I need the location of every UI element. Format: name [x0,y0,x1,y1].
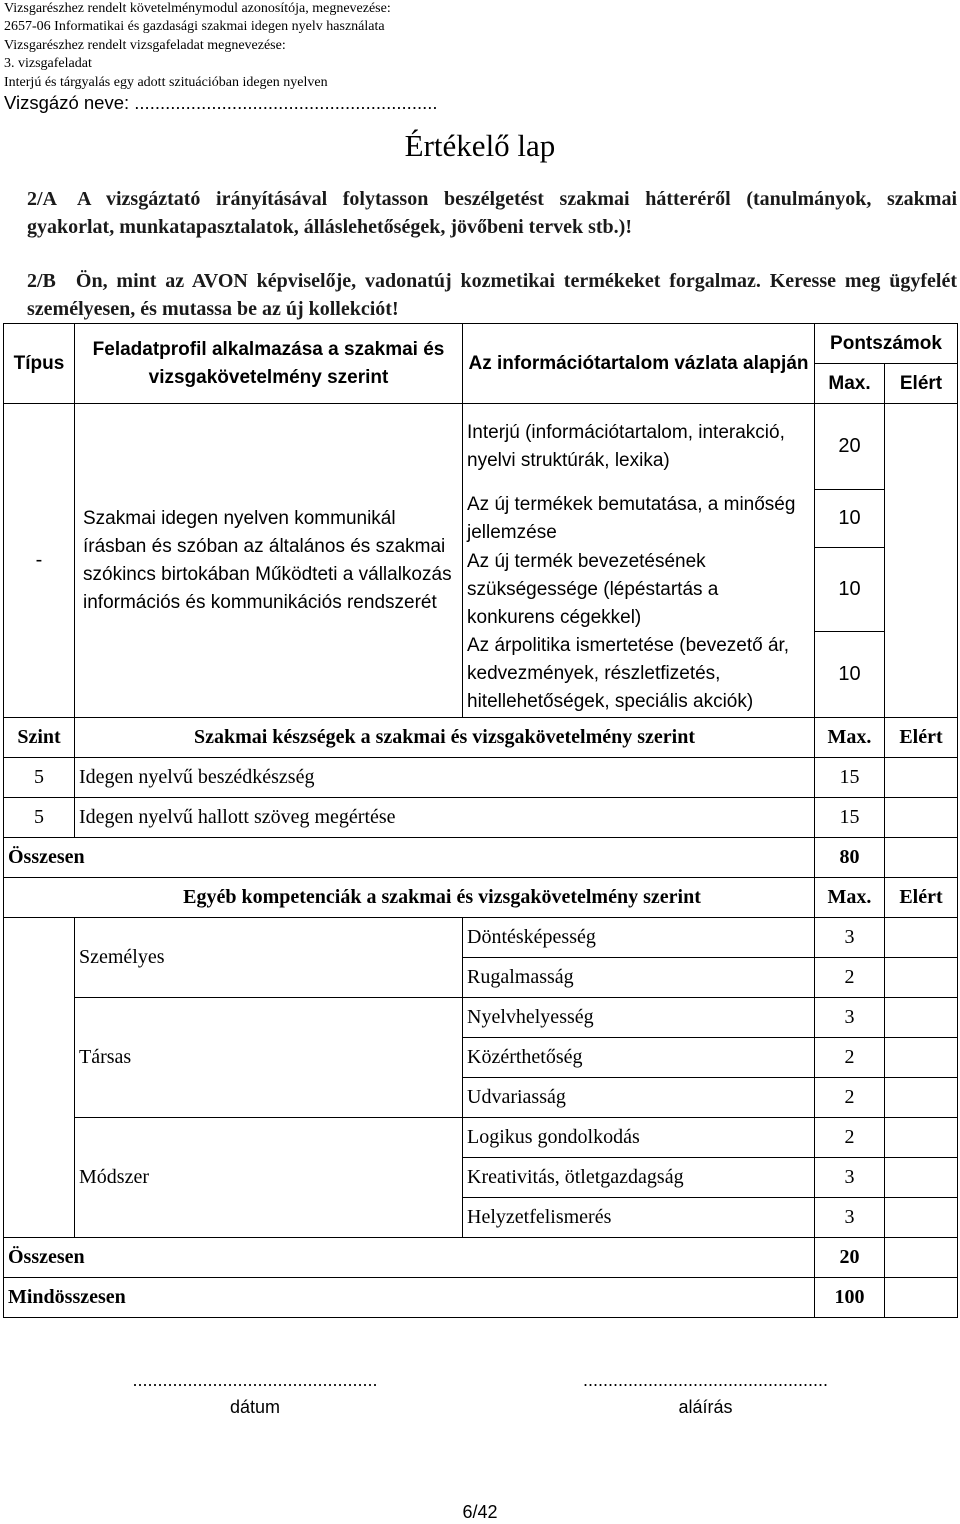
header-type: Típus [4,324,75,404]
other-max-header: Max. [815,878,885,918]
competency-name: Nyelvhelyesség [463,998,815,1038]
header-info: Az információtartalom vázlata alapján [463,324,815,404]
signature-line: ................................................. [582,1370,829,1390]
other-achieved-header: Elért [885,878,958,918]
header-achieved: Elért [885,364,958,404]
header-line: Vizsgarészhez rendelt vizsgafeladat megnevezése: [4,37,286,53]
group-name: Módszer [75,1118,463,1238]
empty-cell [4,998,75,1118]
header-line: Interjú és tárgyalás egy adott szituációban idegen nyelven [4,74,328,90]
empty-cell [4,918,75,998]
competency-max: 3 [815,918,885,958]
achieved-cell[interactable] [885,958,958,998]
skill-level: 5 [4,758,75,798]
competency-max: 2 [815,1038,885,1078]
competency-name: Udvariasság [463,1078,815,1118]
achieved-cell[interactable] [885,1238,958,1278]
header-profile: Feladatprofil alkalmazása a szakmai és vizsgakövetelmény szerint [75,324,463,404]
other-title: Egyéb kompetenciák a szakmai és vizsgakövetelmény szerint [4,878,815,918]
candidate-name-field: Vizsgázó neve: ........................................................... [4,92,438,113]
task-2a [27,185,957,241]
skill-level: 5 [4,798,75,838]
subtotal-value: 20 [815,1238,885,1278]
achieved-cell[interactable] [885,1078,958,1118]
achieved-cell[interactable] [885,918,958,958]
profile-text: Szakmai idegen nyelven kommunikál írásban és szóban az általános és szakmai szókincs birtokában Működteti a vállalkozás információs és kommunikációs rendszerét [75,404,463,718]
skill-name: Idegen nyelvű beszédkészség [75,758,815,798]
empty-cell [4,1118,75,1238]
task-text: A vizsgáztató irányításával folytasson beszélgetést szakmai hátteréről (tanulmányok, szakmai gyakorlat, munkatapasztalatok, álláslehetőségek, jövőbeni tervek stb.)! [27,188,957,238]
info-item: Az új termékek bemutatása, a minőség jellemzése [463,490,815,548]
header-max: Max. [815,364,885,404]
task-number: 2/A [27,188,57,210]
signature-block [538,1370,873,1418]
skills-title: Szakmai készségek a szakmai és vizsgakövetelmény szerint [75,718,815,758]
info-max: 10 [815,490,885,548]
competency-name: Rugalmasság [463,958,815,998]
achieved-cell[interactable] [885,838,958,878]
info-max: 10 [815,632,885,718]
achieved-cell[interactable] [885,1278,958,1318]
achieved-cell[interactable] [885,1198,958,1238]
date-signature-block [90,1370,420,1418]
task-2b [27,267,957,323]
competency-max: 3 [815,998,885,1038]
header-points: Pontszámok [815,324,958,364]
group-name: Személyes [75,918,463,998]
subtotal-label: Összesen [4,1238,815,1278]
achieved-cell[interactable] [885,1118,958,1158]
skill-max: 15 [815,798,885,838]
skills-achieved-header: Elért [885,718,958,758]
skills-level-header: Szint [4,718,75,758]
competency-max: 2 [815,958,885,998]
competency-max: 3 [815,1158,885,1198]
document-header [4,0,391,92]
skill-max: 15 [815,758,885,798]
skills-max-header: Max. [815,718,885,758]
evaluation-table [3,323,958,1318]
grand-total-label: Mindösszesen [4,1278,815,1318]
competency-name: Kreativitás, ötletgazdagság [463,1158,815,1198]
subtotal-value: 80 [815,838,885,878]
date-line: ................................................. [132,1370,378,1390]
info-item: Interjú (információtartalom, interakció, nyelvi struktúrák, lexika) [463,404,815,490]
task-number: 2/B [27,270,56,292]
competency-max: 2 [815,1078,885,1118]
achieved-cell[interactable] [885,758,958,798]
grand-total-value: 100 [815,1278,885,1318]
competency-name: Döntésképesség [463,918,815,958]
info-item: Az árpolitika ismertetése (bevezető ár, kedvezmények, részletfizetés, hitellehetőségek, speciális akciók) [463,632,815,718]
achieved-cell[interactable] [885,1158,958,1198]
competency-max: 2 [815,1118,885,1158]
competency-name: Logikus gondolkodás [463,1118,815,1158]
achieved-cell[interactable] [885,998,958,1038]
competency-name: Közérthetőség [463,1038,815,1078]
group-name: Társas [75,998,463,1118]
info-max: 10 [815,548,885,632]
competency-max: 3 [815,1198,885,1238]
skill-name: Idegen nyelvű hallott szöveg megértése [75,798,815,838]
page-title: Értékelő lap [404,128,556,163]
subtotal-label: Összesen [4,838,815,878]
achieved-cell[interactable] [885,404,958,718]
achieved-cell[interactable] [885,798,958,838]
info-max: 20 [815,404,885,490]
task-text: Ön, mint az AVON képviselője, vadonatúj kozmetikai termékeket forgalmaz. Keresse meg ügyfelét személyesen, és mutassa be az új kollekciót! [27,270,957,320]
header-line: Vizsgarészhez rendelt követelménymodul azonosítója, megnevezése: [4,1,391,16]
info-item: Az új termék bevezetésének szükségessége (lépéstartás a konkurens cégekkel) [463,548,815,632]
header-line: 2657-06 Informatikai és gazdasági szakmai idegen nyelv használata [4,19,385,35]
header-line: 3. vizsgafeladat [4,56,92,72]
signature-label: aláírás [678,1397,733,1417]
competency-name: Helyzetfelismerés [463,1198,815,1238]
achieved-cell[interactable] [885,1038,958,1078]
type-value: - [4,404,75,718]
date-label: dátum [229,1397,281,1417]
page-number: 6/42 [462,1502,498,1522]
